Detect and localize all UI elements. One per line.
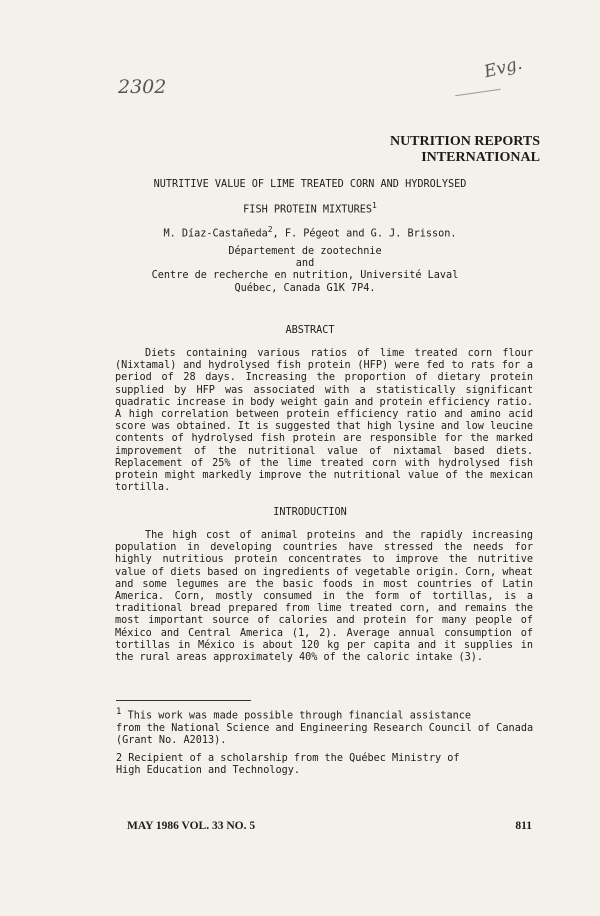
authors: [60, 224, 560, 241]
title-footnote-mark: 1: [371, 201, 377, 211]
introduction-heading: INTRODUCTION: [273, 507, 347, 518]
footnote-1-mark: 1: [116, 707, 122, 717]
abstract-heading: ABSTRACT: [285, 325, 335, 336]
title-line-1: NUTRITIVE VALUE OF LIME TREATED CORN AND HYDROLYSED: [153, 179, 467, 190]
abstract-body: Diets containing various ratios of lime treated corn flour (Nixtamal) and hydrolysed fish protein (HFP) were fed to rats for a period of 28 days. Increasing the proportion of dietary protein supplied by HFP was associated with a statistically significant quadratic increase in body weight gain and protein efficiency ratio. A high correlation between protein efficiency ratio and amino acid score was obtained. It is suggested that high lysine and low leucine contents of hydrolysed fish protein are responsible for the marked improvement of the nutritional value of nixtamal based diets. Replacement of 25% of the lime treated corn with hydrolysed fish protein might markedly improve the nutritional value of the mexican tortilla.: [115, 348, 533, 494]
affiliation: [90, 246, 520, 295]
article-title: [100, 179, 520, 217]
footnote-2-first: [116, 753, 536, 765]
footnote-1-line-3: of Canada (Grant No. A2013).: [116, 722, 534, 746]
footnote-1: [116, 706, 536, 747]
footer-issue: MAY 1986 VOL. 33 NO. 5: [127, 820, 256, 832]
footnote-2-line-2: High Education and Technology.: [116, 765, 301, 777]
journal-header: NUTRITION REPORTS INTERNATIONAL: [389, 134, 540, 165]
footnote-1-first: [116, 706, 536, 723]
author-1-footnote-mark: 2: [267, 225, 273, 234]
footnote-1-line-2: from the National Science and Engineering Research Council: [116, 722, 472, 734]
handwritten-number: 2302: [118, 76, 167, 98]
footnote-rule: [116, 700, 251, 701]
title-line-2: FISH PROTEIN MIXTURES: [243, 204, 372, 216]
handwritten-stroke: [455, 89, 501, 96]
affiliation-line-4: Québec, Canada G1K 7P4.: [234, 282, 376, 294]
footnote-1-line-1: This work was made possible through financial assistance: [127, 710, 472, 722]
introduction-body: The high cost of animal proteins and the rapidly increasing population in developing countries have stressed the needs for highly nutritious protein concentrates to improve the nutritive value of diets based on ingredients of vegetable origin. Corn, wheat and some legumes are the basic foods in most countries of Latin America. Corn, mostly consumed in the form of tortillas, is a traditional bread prepared from lime treated corn, and remains the most important source of calories and protein for many people of México and Central America (1, 2). Average annual consumption of tortillas in México is about 120 kg per capita and it supplies in the rural areas approximately 40% of the caloric intake (3).: [115, 530, 533, 664]
affiliation-line-1: Département de zootechnie: [228, 246, 382, 257]
footnote-2-mark: 2: [116, 753, 123, 764]
affiliation-line-3: Centre de recherche en nutrition, Université Laval: [151, 270, 459, 282]
handwritten-initials: Evg.: [482, 53, 525, 83]
title-line-2-wrap: [100, 200, 520, 217]
authors-rest: , F. Pégeot and G. J. Brisson.: [272, 228, 457, 240]
page-number: 811: [515, 820, 532, 832]
footnote-2-line-1: Recipient of a scholarship from the Québec Ministry of: [128, 753, 460, 764]
affiliation-line-2: and: [295, 258, 315, 270]
footnote-2: [116, 753, 536, 777]
author-1: M. Díaz-Castañeda: [163, 228, 268, 240]
